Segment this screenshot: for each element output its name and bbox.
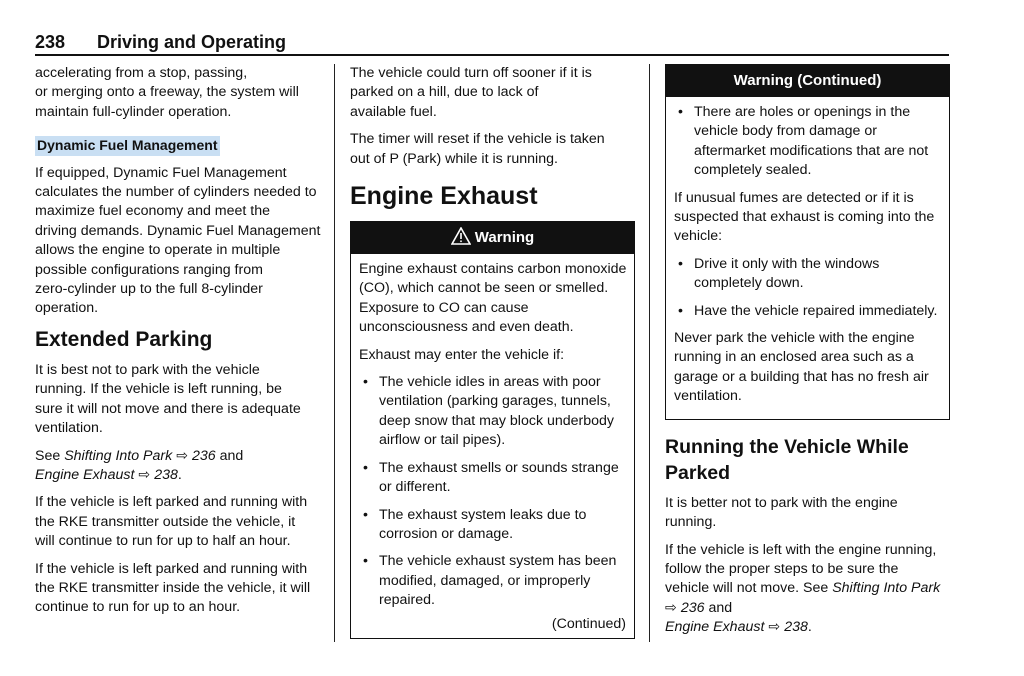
warning-title: Warning	[351, 222, 634, 254]
link-engine-exhaust[interactable]: Engine Exhaust	[665, 619, 765, 636]
dfm-paragraph: If equipped, Dynamic Fuel Management calculates the number of cylinders needed to maximize fuel economy and meet the driving demands. Dynamic Fuel Management allows the engine to operate in multiple possible configurations ranging from zero-cylinder up to the full 8-cylinder operation.	[35, 164, 321, 317]
warning-continued-title: Warning (Continued)	[666, 65, 949, 97]
page-ref-238[interactable]: 238	[154, 466, 178, 483]
list-item: • Have the vehicle repaired immediately.	[674, 302, 941, 321]
warning-box	[350, 221, 635, 639]
section-title: Driving and Operating	[97, 32, 287, 52]
steps-paragraph: If the vehicle is left with the engine running, follow the proper steps to be sure the vehicle will not move. See Shifting Into Park ⇨ 236 and Engine Exhaust ⇨ 238.	[665, 541, 941, 636]
exhaust-enter-line: Exhaust may enter the vehicle if:	[359, 346, 565, 363]
rke-inside-paragraph: If the vehicle is left parked and running with the RKE transmitter inside the vehicle, it will continue to run for up to an hour.	[35, 560, 311, 616]
bullet-icon: •	[363, 506, 368, 523]
engine-exhaust-heading: Engine Exhaust	[350, 182, 538, 211]
extended-parking-paragraph: It is best not to park with the vehicle running. If the vehicle is left running, be sure it will not move and there is adequate ventilation.	[35, 361, 301, 437]
list-item: • The vehicle idles in areas with poor ventilation (parking garages, tunnels, deep snow that may block underbody airflow or tail pipes).	[363, 374, 615, 449]
warning-triangle-icon	[451, 227, 471, 245]
bullet-icon: •	[678, 104, 683, 120]
page-ref-arrow-icon: ⇨	[176, 447, 189, 464]
link-shifting-into-park[interactable]: Shifting Into Park	[64, 447, 173, 464]
extended-parking-heading: Extended Parking	[35, 327, 213, 351]
column-middle	[350, 64, 635, 639]
list-item: • The vehicle exhaust system has been modified, damaged, or improperly repaired.	[363, 553, 617, 609]
rke-outside-paragraph: If the vehicle is left parked and running with the RKE transmitter outside the vehicle, it will continue to run for up to half an hour.	[35, 494, 308, 550]
page-number: 238	[35, 32, 66, 52]
page-header	[35, 30, 949, 56]
dfm-heading: Dynamic Fuel Management	[35, 136, 220, 155]
column-divider	[334, 64, 335, 642]
link-engine-exhaust[interactable]: Engine Exhaust	[35, 466, 135, 483]
co-paragraph: Engine exhaust contains carbon monoxide (CO), which cannot be seen or smelled. Exposure to CO can cause unconsciousness and even death.	[359, 261, 627, 336]
page-ref-236[interactable]: 236	[192, 447, 216, 464]
column-divider	[649, 64, 650, 642]
column-right	[665, 64, 950, 646]
bullet-icon: •	[363, 374, 368, 391]
never-park-paragraph: Never park the vehicle with the engine running in an enclosed area such as a garage or a building that has no fresh air ventilation.	[674, 330, 929, 405]
page-ref-236[interactable]: 236	[680, 599, 705, 616]
continued-label: (Continued)	[551, 615, 626, 632]
column-left	[35, 64, 325, 626]
see-also-paragraph: See Shifting Into Park ⇨ 236 and Engine Exhaust ⇨ 238.	[35, 447, 244, 483]
bullet-icon: •	[678, 255, 683, 272]
turnoff-paragraph: The vehicle could turn off sooner if it is parked on a hill, due to lack of available fuel.	[350, 65, 592, 120]
intro-paragraph: accelerating from a stop, passing, or merging onto a freeway, the system will maintain full-cylinder operation.	[35, 65, 299, 120]
link-shifting-into-park[interactable]: Shifting Into Park	[832, 580, 941, 597]
running-parked-heading: Running the Vehicle While Parked	[665, 435, 909, 484]
list-item: • Drive it only with the windows completely down.	[678, 255, 880, 292]
page-ref-238[interactable]: 238	[784, 619, 808, 636]
timer-paragraph: The timer will reset if the vehicle is taken out of P (Park) while it is running.	[350, 131, 605, 167]
page-ref-arrow-icon: ⇨	[138, 466, 151, 483]
page-ref-arrow-icon: ⇨	[665, 599, 677, 616]
list-item: • The exhaust smells or sounds strange or different.	[363, 459, 619, 496]
bullet-icon: •	[678, 302, 683, 319]
bullet-icon: •	[363, 459, 368, 476]
fumes-paragraph: If unusual fumes are detected or if it is suspected that exhaust is coming into the vehicle:	[674, 189, 935, 245]
list-item: • There are holes or openings in the vehicle body from damage or aftermarket modifications that are not completely sealed.	[678, 104, 929, 179]
list-item: • The exhaust system leaks due to corrosion or damage.	[363, 506, 587, 542]
better-paragraph: It is better not to park with the engine running.	[665, 494, 898, 531]
bullet-icon: •	[363, 553, 368, 570]
page-ref-arrow-icon: ⇨	[768, 619, 781, 636]
warning-box-continued	[665, 64, 950, 420]
